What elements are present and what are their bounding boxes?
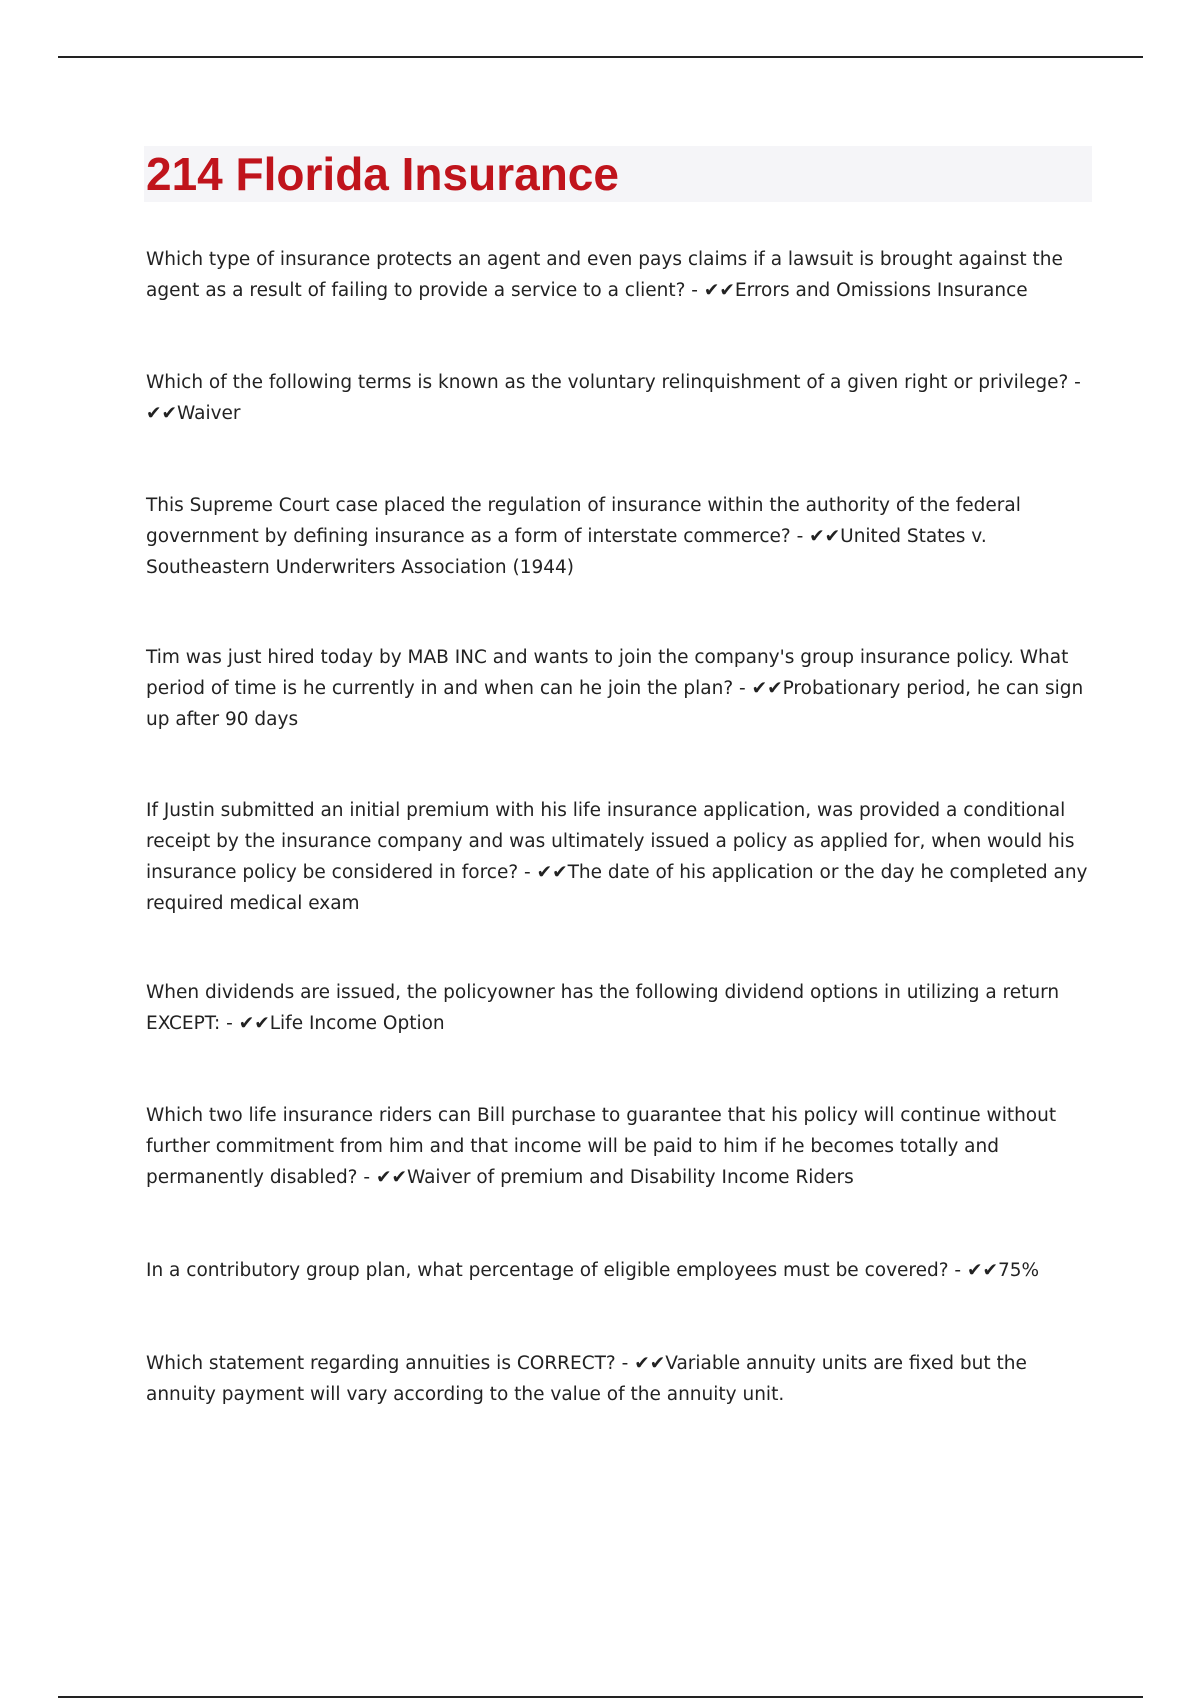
qa-item-2 [146, 367, 1096, 429]
qa-separator: - [1068, 372, 1081, 393]
qa-item-1 [146, 244, 1096, 306]
qa-item-7 [146, 1100, 1096, 1193]
question-text: Which two life insurance riders can Bill purchase to guarantee that his policy will continue without further commitment from him and that income will be paid to him if he becomes totally and permanently disabled? [146, 1105, 1057, 1188]
answer-text: Errors and Omissions Insurance [734, 280, 1028, 301]
question-text: Tim was just hired today by MAB INC and wants to join the company's group insurance policy. What period of time is he currently in and when can he join the plan? [146, 647, 1069, 699]
qa-item-5 [146, 795, 1096, 919]
answer-text: Probationary period, he can sign up after 90 days [146, 678, 1084, 730]
answer-text: 75% [998, 1260, 1040, 1281]
qa-separator: - [790, 526, 810, 547]
answer-text: Life Income Option [269, 1013, 445, 1034]
answer-text: The date of his application or the day he completed any required medical exam [146, 862, 1088, 914]
qa-item-4 [146, 642, 1096, 735]
check-mark-icon: ✔✔ [238, 1013, 270, 1034]
answer-text: United States v. Southeastern Underwriters Association (1944) [146, 526, 987, 578]
qa-separator: - [685, 280, 704, 301]
question-text: Which statement regarding annuities is CORRECT? [146, 1353, 616, 1374]
qa-separator: - [357, 1167, 376, 1188]
check-mark-icon: ✔✔ [634, 1353, 666, 1374]
check-mark-icon: ✔✔ [809, 526, 841, 547]
answer-text: Waiver [177, 403, 241, 424]
question-text: This Supreme Court case placed the regulation of insurance within the authority of the federal government by defining insurance as a form of interstate commerce? [146, 495, 1021, 547]
question-text: Which of the following terms is known as the voluntary relinquishment of a given right or privilege? [146, 372, 1069, 393]
qa-separator: - [220, 1013, 239, 1034]
check-mark-icon: ✔✔ [536, 862, 568, 883]
qa-separator: - [615, 1353, 635, 1374]
question-text: In a contributory group plan, what percentage of eligible employees must be covered? [146, 1260, 949, 1281]
question-text: When dividends are issued, the policyowner has the following dividend options in utilizing a return EXCEPT: [146, 982, 1060, 1034]
qa-separator: - [733, 678, 752, 699]
qa-item-3 [146, 490, 1096, 583]
qa-item-6 [146, 977, 1096, 1039]
top-divider [58, 56, 1143, 58]
qa-item-8 [146, 1255, 1096, 1286]
bottom-divider [58, 1696, 1143, 1698]
check-mark-icon: ✔✔ [146, 403, 178, 424]
document-title: 214 Florida Insurance [146, 148, 619, 200]
qa-separator: - [518, 862, 537, 883]
qa-separator: - [948, 1260, 967, 1281]
check-mark-icon: ✔✔ [966, 1260, 998, 1281]
check-mark-icon: ✔✔ [375, 1167, 407, 1188]
question-text: Which type of insurance protects an agent and even pays claims if a lawsuit is brought against the agent as a result of failing to provide a service to a client? [146, 249, 1063, 301]
qa-item-9 [146, 1348, 1096, 1410]
check-mark-icon: ✔✔ [703, 280, 735, 301]
answer-text: Variable annuity units are fixed but the annuity payment will vary according to the value of the annuity unit. [146, 1353, 1027, 1405]
answer-text: Waiver of premium and Disability Income Riders [406, 1167, 854, 1188]
check-mark-icon: ✔✔ [751, 678, 783, 699]
question-text: If Justin submitted an initial premium with his life insurance application, was provided a conditional receipt by the insurance company and was ultimately issued a policy as applied for, when would his insurance policy be considered in force? [146, 800, 1075, 883]
